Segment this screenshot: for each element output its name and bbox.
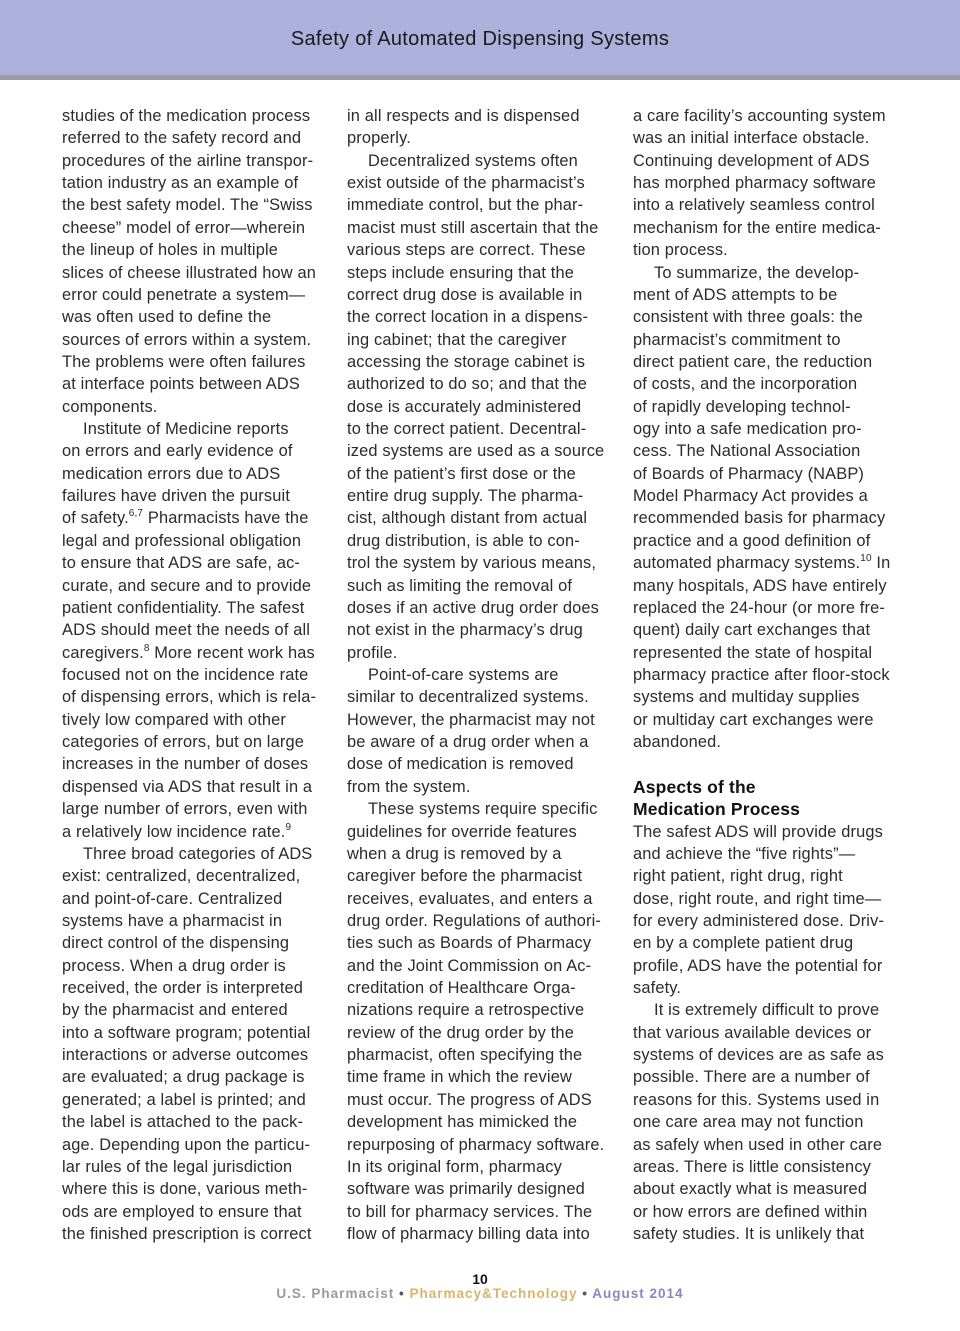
text-line: Model Pharmacy Act provides a — [633, 487, 868, 506]
text-line: properly. — [347, 129, 411, 148]
text-line: tively low compared with other — [62, 710, 287, 729]
text-line: from the system. — [347, 777, 471, 796]
footer-separator: • — [398, 1286, 405, 1301]
text-line: In its original form, pharmacy — [347, 1157, 562, 1176]
text-line — [633, 753, 908, 775]
text-line: procedures of the airline transpor- — [62, 151, 314, 170]
text-line: the best safety model. The “Swiss — [62, 196, 313, 215]
text-line: creditation of Healthcare Orga- — [347, 979, 576, 998]
text-line — [62, 642, 337, 664]
text-line: Three broad categories of ADS — [83, 844, 313, 863]
text-line: that various available devices or — [633, 1023, 872, 1042]
text-line: Institute of Medicine reports — [83, 420, 289, 439]
text-line: dose is accurately administered — [347, 397, 582, 416]
text-line: possible. There are a number of — [633, 1068, 870, 1087]
text-line: to the correct patient. Decentral- — [347, 420, 587, 439]
text-line: the finished prescription is correct — [62, 1224, 312, 1243]
text-line: systems of devices are as safe as — [633, 1046, 884, 1065]
text-line: Continuing development of ADS — [633, 151, 870, 170]
text-line — [633, 552, 908, 574]
text-line: or multiday cart exchanges were — [633, 710, 874, 729]
text-line: studies of the medication process — [62, 107, 311, 125]
text-line: generated; a label is printed; and — [62, 1090, 306, 1109]
text-line: nizations require a retrospective — [347, 1001, 585, 1020]
text-line: ods are employed to ensure that — [62, 1202, 302, 1221]
text-line: interactions or adverse outcomes — [62, 1046, 309, 1065]
text-line: recommended basis for pharmacy — [633, 509, 886, 528]
text-line: dispensed via ADS that result in a — [62, 777, 313, 796]
text-line: It is extremely difficult to prove — [654, 1001, 880, 1020]
text-line: categories of errors, but on large — [62, 733, 304, 752]
text-line: and the Joint Commission on Ac- — [347, 956, 592, 975]
text-line: the correct location in a dispens- — [347, 308, 589, 327]
text-line: represented the state of hospital — [633, 643, 873, 662]
text-segment: a relatively low incidence rate. — [62, 822, 286, 841]
text-line: patient confidentiality. The safest — [62, 598, 305, 617]
text-line: in all respects and is dispensed — [347, 107, 580, 125]
text-line: quent) daily cart exchanges that — [633, 621, 871, 640]
text-line: To summarize, the develop- — [654, 263, 860, 282]
text-line: was often used to define the — [62, 308, 272, 327]
text-line: The safest ADS will provide drugs — [633, 822, 884, 841]
text-line: cist, although distant from actual — [347, 509, 588, 528]
text-line: Decentralized systems often — [368, 151, 578, 170]
text-line: ties such as Boards of Pharmacy — [347, 934, 592, 953]
text-line: by the pharmacist and entered — [62, 1001, 288, 1020]
text-line: legal and professional obligation — [62, 531, 302, 550]
text-line: as safely when used in other care — [633, 1135, 883, 1154]
text-line: many hospitals, ADS have entirely — [633, 576, 887, 595]
text-line: medication errors due to ADS — [62, 464, 281, 483]
reference-superscript: 10 — [860, 553, 872, 565]
footer-publication: U.S. Pharmacist — [276, 1286, 395, 1301]
text-line: abandoned. — [633, 733, 722, 752]
text-line: These systems require specific — [368, 800, 598, 819]
text-line: slices of cheese illustrated how an — [62, 263, 316, 282]
text-line: safety. — [633, 979, 682, 998]
text-line: pharmacist’s commitment to — [633, 330, 841, 349]
text-line: doses if an active drug order does — [347, 598, 600, 617]
text-line: the lineup of holes in multiple — [62, 241, 279, 260]
text-line: the label is attached to the pack- — [62, 1113, 304, 1132]
page-footer — [0, 1286, 960, 1301]
text-line: about exactly what is measured — [633, 1180, 868, 1199]
text-line: process. When a drug order is — [62, 956, 286, 975]
text-line: not exist in the pharmacy’s drug — [347, 621, 583, 640]
footer-section: Pharmacy&Technology — [409, 1286, 578, 1301]
text-line: of rapidly developing technol- — [633, 397, 851, 416]
text-line: review of the drug order by the — [347, 1023, 574, 1042]
text-segment: Pharmacists have the — [143, 509, 309, 528]
text-line: development has mimicked the — [347, 1113, 578, 1132]
text-line: age. Depending upon the particu- — [62, 1135, 311, 1154]
text-line: and achieve the “five rights”— — [633, 844, 856, 863]
text-line: en by a complete patient drug — [633, 934, 854, 953]
text-line: a care facility’s accounting system — [633, 107, 886, 125]
text-line: when a drug is removed by a — [347, 844, 562, 863]
text-line: profile. — [347, 643, 398, 662]
text-line: drug order. Regulations of authori- — [347, 911, 601, 930]
text-line: are evaluated; a drug package is — [62, 1068, 305, 1087]
text-line: curate, and secure and to provide — [62, 576, 312, 595]
text-line: guidelines for override features — [347, 822, 577, 841]
text-line: exist: centralized, decentralized, — [62, 867, 301, 886]
text-line: referred to the safety record and — [62, 129, 302, 148]
text-line: macist must still ascertain that the — [347, 218, 599, 237]
text-line: increases in the number of doses — [62, 755, 309, 774]
text-line: entire drug supply. The pharma- — [347, 487, 584, 506]
text-line: of Boards of Pharmacy (NABP) — [633, 464, 865, 483]
text-line: accessing the storage cabinet is — [347, 352, 586, 371]
text-line: cheese” model of error—wherein — [62, 218, 306, 237]
text-line: one care area may not function — [633, 1113, 864, 1132]
text-line: to ensure that ADS are safe, ac- — [62, 554, 301, 573]
text-line: Point-of-care systems are — [368, 665, 559, 684]
text-line — [62, 821, 337, 843]
text-line: exist outside of the pharmacist’s — [347, 174, 585, 193]
text-line: received, the order is interpreted — [62, 979, 304, 998]
text-line: lar rules of the legal jurisdiction — [62, 1157, 293, 1176]
section-heading: Medication Process — [633, 799, 801, 820]
text-line: caregiver before the pharmacist — [347, 867, 583, 886]
text-line: similar to decentralized systems. — [347, 688, 589, 707]
text-line: was an initial interface obstacle. — [633, 129, 870, 148]
text-column-3 — [633, 105, 908, 1245]
text-line: trol the system by various means, — [347, 554, 597, 573]
text-line: be aware of a drug order when a — [347, 733, 589, 752]
text-line: sources of errors within a system. — [62, 330, 312, 349]
text-line: or how errors are defined within — [633, 1202, 868, 1221]
text-line: on errors and early evidence of — [62, 442, 293, 461]
text-line: of costs, and the incorporation — [633, 375, 858, 394]
text-segment: of safety. — [62, 509, 129, 528]
text-line: has morphed pharmacy software — [633, 174, 877, 193]
text-line: of the patient’s first dose or the — [347, 464, 576, 483]
text-line: However, the pharmacist may not — [347, 710, 595, 729]
text-line: drug distribution, is able to con- — [347, 531, 580, 550]
text-line: right patient, right drug, right — [633, 867, 843, 886]
text-line: pharmacy practice after floor-stock — [633, 665, 890, 684]
reference-superscript: 9 — [285, 821, 292, 833]
text-line: time frame in which the review — [347, 1068, 572, 1087]
text-line: systems and multiday supplies — [633, 688, 860, 707]
text-line: systems have a pharmacist in — [62, 911, 283, 930]
text-line: and point-of-care. Centralized — [62, 889, 283, 908]
text-segment: caregivers. — [62, 643, 144, 662]
footer-separator: • — [582, 1286, 589, 1301]
text-line: focused not on the incidence rate — [62, 665, 309, 684]
text-line: ing cabinet; that the caregiver — [347, 330, 567, 349]
text-segment: More recent work has — [149, 643, 315, 662]
text-line: into a relatively seamless control — [633, 196, 875, 215]
text-line: large number of errors, even with — [62, 800, 308, 819]
text-line: areas. There is little consistency — [633, 1157, 872, 1176]
text-line: reasons for this. Systems used in — [633, 1090, 880, 1109]
text-line: components. — [62, 397, 158, 416]
text-line: mechanism for the entire medica- — [633, 218, 882, 237]
text-line: steps include ensuring that the — [347, 263, 574, 282]
text-line: cess. The National Association — [633, 442, 861, 461]
text-line: failures have driven the pursuit — [62, 487, 291, 506]
text-line: direct control of the dispensing — [62, 934, 290, 953]
text-line — [62, 507, 337, 529]
text-line: ized systems are used as a source — [347, 442, 605, 461]
text-line: direct patient care, the reduction — [633, 352, 873, 371]
text-line: authorized to do so; and that the — [347, 375, 588, 394]
text-line: replaced the 24-hour (or more fre- — [633, 598, 885, 617]
text-line: receives, evaluates, and enters a — [347, 889, 593, 908]
text-line: pharmacist, often specifying the — [347, 1046, 583, 1065]
text-line: various steps are correct. These — [347, 241, 586, 260]
text-line: dose, right route, and right time— — [633, 889, 882, 908]
text-column-2 — [347, 105, 622, 1245]
text-line: flow of pharmacy billing data into — [347, 1224, 590, 1243]
reference-superscript: 8 — [143, 642, 150, 654]
text-line: where this is done, various meth- — [62, 1180, 308, 1199]
text-line: must occur. The progress of ADS — [347, 1090, 592, 1109]
header-divider — [0, 75, 960, 80]
text-segment: In — [871, 554, 891, 573]
text-line: for every administered dose. Driv- — [633, 911, 885, 930]
text-line: of dispensing errors, which is rela- — [62, 688, 317, 707]
text-column-1 — [62, 105, 337, 1245]
text-line: such as limiting the removal of — [347, 576, 573, 595]
text-line: software was primarily designed — [347, 1180, 585, 1199]
text-line: The problems were often failures — [62, 352, 306, 371]
text-line: immediate control, but the phar- — [347, 196, 584, 215]
text-line: practice and a good definition of — [633, 531, 871, 550]
text-line: tation industry as an example of — [62, 174, 299, 193]
running-header-title: Safety of Automated Dispensing Systems — [290, 28, 670, 50]
page-number: 10 — [472, 1271, 488, 1287]
reference-superscript: 6,7 — [128, 508, 144, 520]
text-line: ogy into a safe medication pro- — [633, 420, 862, 439]
section-heading: Aspects of the — [633, 776, 756, 797]
text-line: error could penetrate a system— — [62, 285, 306, 304]
footer-issue: August 2014 — [592, 1286, 684, 1301]
text-line: at interface points between ADS — [62, 375, 300, 394]
text-line: into a software program; potential — [62, 1023, 311, 1042]
text-line: to bill for pharmacy services. The — [347, 1202, 593, 1221]
text-line: ment of ADS attempts to be — [633, 285, 838, 304]
text-line: profile, ADS have the potential for — [633, 956, 883, 975]
text-line: safety studies. It is unlikely that — [633, 1224, 865, 1243]
running-header — [0, 0, 960, 75]
text-line: dose of medication is removed — [347, 755, 574, 774]
text-line: tion process. — [633, 241, 728, 260]
text-line: repurposing of pharmacy software. — [347, 1135, 605, 1154]
text-segment: automated pharmacy systems. — [633, 554, 861, 573]
text-line: ADS should meet the needs of all — [62, 621, 311, 640]
text-line: correct drug dose is available in — [347, 285, 583, 304]
text-line: consistent with three goals: the — [633, 308, 863, 327]
